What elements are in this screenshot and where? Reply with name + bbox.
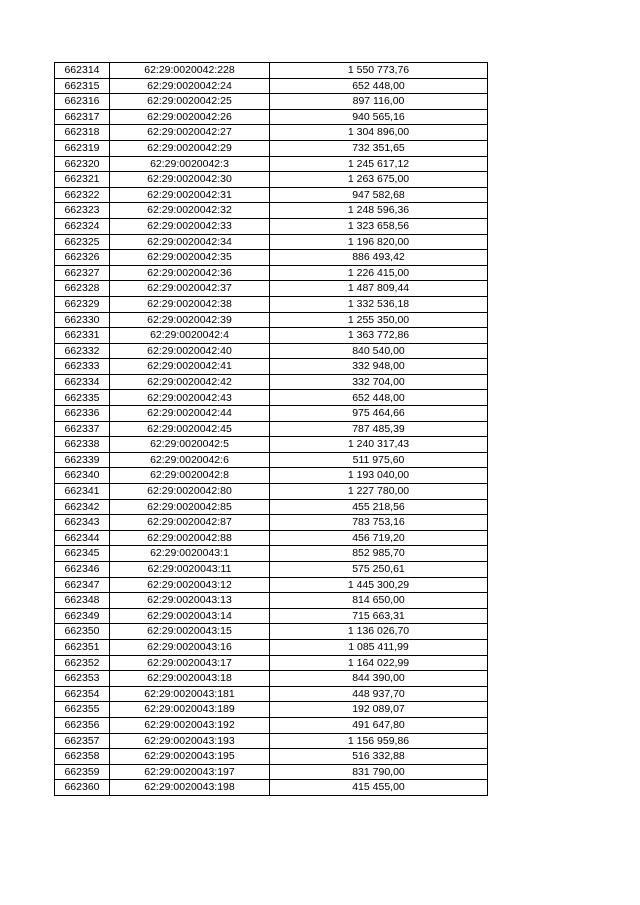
cadastral-value-cell: 455 218,56	[270, 499, 488, 515]
cadastral-number-cell: 62:29:0020042:39	[110, 312, 270, 328]
row-number-cell: 662327	[55, 265, 110, 281]
table-row	[55, 530, 488, 546]
cadastral-number-cell: 62:29:0020043:195	[110, 749, 270, 765]
table-row	[55, 125, 488, 141]
cadastral-number-cell: 62:29:0020043:16	[110, 639, 270, 655]
table-row	[55, 655, 488, 671]
row-number-cell: 662328	[55, 281, 110, 297]
cadastral-value-cell: 1 226 415,00	[270, 265, 488, 281]
cadastral-number-cell: 62:29:0020043:198	[110, 780, 270, 796]
cadastral-number-cell: 62:29:0020042:3	[110, 156, 270, 172]
cadastral-number-cell: 62:29:0020043:193	[110, 733, 270, 749]
cadastral-value-cell: 732 351,65	[270, 140, 488, 156]
row-number-cell: 662347	[55, 577, 110, 593]
cadastral-value-cell: 844 390,00	[270, 671, 488, 687]
cadastral-number-cell: 62:29:0020042:6	[110, 452, 270, 468]
cadastral-value-cell: 1 245 617,12	[270, 156, 488, 172]
cadastral-value-cell: 787 485,39	[270, 421, 488, 437]
cadastral-number-cell: 62:29:0020043:181	[110, 686, 270, 702]
table-row	[55, 686, 488, 702]
cadastral-value-cell: 1 363 772,86	[270, 328, 488, 344]
table-row	[55, 218, 488, 234]
table-row	[55, 328, 488, 344]
table-row	[55, 717, 488, 733]
table-row	[55, 780, 488, 796]
cadastral-value-cell: 652 448,00	[270, 78, 488, 94]
table-row	[55, 250, 488, 266]
cadastral-value-cell: 852 985,70	[270, 546, 488, 562]
row-number-cell: 662344	[55, 530, 110, 546]
table-row	[55, 515, 488, 531]
cadastral-number-cell: 62:29:0020042:29	[110, 140, 270, 156]
row-number-cell: 662331	[55, 328, 110, 344]
row-number-cell: 662321	[55, 172, 110, 188]
table-row	[55, 343, 488, 359]
cadastral-value-cell: 1 263 675,00	[270, 172, 488, 188]
cadastral-value-cell: 1 323 658,56	[270, 218, 488, 234]
cadastral-number-cell: 62:29:0020043:189	[110, 702, 270, 718]
cadastral-value-cell: 1 156 959,86	[270, 733, 488, 749]
row-number-cell: 662338	[55, 437, 110, 453]
cadastral-value-cell: 814 650,00	[270, 593, 488, 609]
cadastral-number-cell: 62:29:0020043:11	[110, 562, 270, 578]
row-number-cell: 662356	[55, 717, 110, 733]
table-row	[55, 203, 488, 219]
table-body	[55, 63, 488, 796]
row-number-cell: 662335	[55, 390, 110, 406]
cadastral-number-cell: 62:29:0020042:42	[110, 374, 270, 390]
table-row	[55, 374, 488, 390]
cadastral-value-cell: 456 719,20	[270, 530, 488, 546]
cadastral-value-cell: 886 493,42	[270, 250, 488, 266]
cadastral-number-cell: 62:29:0020042:4	[110, 328, 270, 344]
cadastral-number-cell: 62:29:0020042:8	[110, 468, 270, 484]
table-row	[55, 109, 488, 125]
cadastral-value-cell: 491 647,80	[270, 717, 488, 733]
row-number-cell: 662354	[55, 686, 110, 702]
cadastral-number-cell: 62:29:0020042:36	[110, 265, 270, 281]
row-number-cell: 662333	[55, 359, 110, 375]
row-number-cell: 662355	[55, 702, 110, 718]
table-row	[55, 281, 488, 297]
cadastral-number-cell: 62:29:0020043:18	[110, 671, 270, 687]
cadastral-value-cell: 448 937,70	[270, 686, 488, 702]
cadastral-number-cell: 62:29:0020042:228	[110, 63, 270, 79]
cadastral-number-cell: 62:29:0020043:192	[110, 717, 270, 733]
cadastral-value-cell: 192 089,07	[270, 702, 488, 718]
cadastral-value-cell: 1 550 773,76	[270, 63, 488, 79]
cadastral-number-cell: 62:29:0020042:34	[110, 234, 270, 250]
cadastral-number-cell: 62:29:0020042:33	[110, 218, 270, 234]
row-number-cell: 662349	[55, 608, 110, 624]
table-row	[55, 546, 488, 562]
cadastral-number-cell: 62:29:0020042:5	[110, 437, 270, 453]
cadastral-number-cell: 62:29:0020042:26	[110, 109, 270, 125]
cadastral-number-cell: 62:29:0020042:38	[110, 296, 270, 312]
table-row	[55, 733, 488, 749]
row-number-cell: 662350	[55, 624, 110, 640]
cadastral-value-cell: 1 136 026,70	[270, 624, 488, 640]
row-number-cell: 662316	[55, 94, 110, 110]
row-number-cell: 662330	[55, 312, 110, 328]
row-number-cell: 662323	[55, 203, 110, 219]
cadastral-number-cell: 62:29:0020042:27	[110, 125, 270, 141]
row-number-cell: 662351	[55, 639, 110, 655]
row-number-cell: 662324	[55, 218, 110, 234]
table-row	[55, 484, 488, 500]
row-number-cell: 662346	[55, 562, 110, 578]
cadastral-value-cell: 1 487 809,44	[270, 281, 488, 297]
table-row	[55, 749, 488, 765]
row-number-cell: 662358	[55, 749, 110, 765]
cadastral-number-cell: 62:29:0020042:40	[110, 343, 270, 359]
cadastral-number-cell: 62:29:0020042:24	[110, 78, 270, 94]
cadastral-value-cell: 975 464,66	[270, 406, 488, 422]
cadastral-number-cell: 62:29:0020043:1	[110, 546, 270, 562]
cadastral-number-cell: 62:29:0020042:44	[110, 406, 270, 422]
row-number-cell: 662317	[55, 109, 110, 125]
table-row	[55, 764, 488, 780]
cadastral-number-cell: 62:29:0020042:43	[110, 390, 270, 406]
table-row	[55, 421, 488, 437]
cadastral-value-cell: 715 663,31	[270, 608, 488, 624]
row-number-cell: 662320	[55, 156, 110, 172]
cadastral-value-cell: 940 565,16	[270, 109, 488, 125]
table-row	[55, 608, 488, 624]
table-row	[55, 499, 488, 515]
cadastral-number-cell: 62:29:0020042:25	[110, 94, 270, 110]
cadastral-number-cell: 62:29:0020042:85	[110, 499, 270, 515]
row-number-cell: 662341	[55, 484, 110, 500]
table-row	[55, 639, 488, 655]
row-number-cell: 662337	[55, 421, 110, 437]
cadastral-value-cell: 1 227 780,00	[270, 484, 488, 500]
table-row	[55, 452, 488, 468]
cadastral-value-cell: 332 704,00	[270, 374, 488, 390]
row-number-cell: 662352	[55, 655, 110, 671]
row-number-cell: 662359	[55, 764, 110, 780]
cadastral-value-cell: 1 304 896,00	[270, 125, 488, 141]
cadastral-number-cell: 62:29:0020042:31	[110, 187, 270, 203]
row-number-cell: 662357	[55, 733, 110, 749]
table-row	[55, 94, 488, 110]
row-number-cell: 662336	[55, 406, 110, 422]
table-row	[55, 156, 488, 172]
cadastral-value-cell: 831 790,00	[270, 764, 488, 780]
cadastral-value-cell: 1 193 040,00	[270, 468, 488, 484]
cadastral-number-cell: 62:29:0020042:41	[110, 359, 270, 375]
table-row	[55, 78, 488, 94]
table-row	[55, 577, 488, 593]
cadastral-value-cell: 783 753,16	[270, 515, 488, 531]
cadastral-number-cell: 62:29:0020042:80	[110, 484, 270, 500]
table-row	[55, 671, 488, 687]
row-number-cell: 662329	[55, 296, 110, 312]
table-row	[55, 312, 488, 328]
table-row	[55, 172, 488, 188]
table-row	[55, 296, 488, 312]
cadastral-number-cell: 62:29:0020043:12	[110, 577, 270, 593]
row-number-cell: 662339	[55, 452, 110, 468]
cadastral-number-cell: 62:29:0020042:37	[110, 281, 270, 297]
cadastral-number-cell: 62:29:0020042:45	[110, 421, 270, 437]
cadastral-number-cell: 62:29:0020043:14	[110, 608, 270, 624]
cadastral-number-cell: 62:29:0020043:13	[110, 593, 270, 609]
table-row	[55, 702, 488, 718]
row-number-cell: 662343	[55, 515, 110, 531]
cadastral-value-cell: 1 240 317,43	[270, 437, 488, 453]
row-number-cell: 662326	[55, 250, 110, 266]
cadastral-value-cell: 840 540,00	[270, 343, 488, 359]
cadastral-value-cell: 947 582,68	[270, 187, 488, 203]
cadastral-number-cell: 62:29:0020043:17	[110, 655, 270, 671]
table-row	[55, 359, 488, 375]
table-row	[55, 593, 488, 609]
cadastral-value-cell: 575 250,61	[270, 562, 488, 578]
cadastral-value-cell: 332 948,00	[270, 359, 488, 375]
row-number-cell: 662314	[55, 63, 110, 79]
cadastral-value-cell: 897 116,00	[270, 94, 488, 110]
table-row	[55, 624, 488, 640]
row-number-cell: 662319	[55, 140, 110, 156]
cadastral-number-cell: 62:29:0020043:197	[110, 764, 270, 780]
row-number-cell: 662353	[55, 671, 110, 687]
row-number-cell: 662342	[55, 499, 110, 515]
row-number-cell: 662325	[55, 234, 110, 250]
cadastral-value-cell: 1 255 350,00	[270, 312, 488, 328]
row-number-cell: 662322	[55, 187, 110, 203]
row-number-cell: 662332	[55, 343, 110, 359]
table-row	[55, 406, 488, 422]
cadastral-value-cell: 415 455,00	[270, 780, 488, 796]
row-number-cell: 662360	[55, 780, 110, 796]
cadastral-value-cell: 1 085 411,99	[270, 639, 488, 655]
table-row	[55, 390, 488, 406]
table-row	[55, 140, 488, 156]
cadastral-number-cell: 62:29:0020043:15	[110, 624, 270, 640]
table-row	[55, 437, 488, 453]
cadastral-number-cell: 62:29:0020042:32	[110, 203, 270, 219]
table-row	[55, 265, 488, 281]
row-number-cell: 662334	[55, 374, 110, 390]
cadastral-value-cell: 511 975,60	[270, 452, 488, 468]
cadastral-value-cell: 516 332,88	[270, 749, 488, 765]
cadastral-number-cell: 62:29:0020042:87	[110, 515, 270, 531]
cadastral-value-cell: 1 164 022,99	[270, 655, 488, 671]
row-number-cell: 662315	[55, 78, 110, 94]
row-number-cell: 662318	[55, 125, 110, 141]
table-row	[55, 234, 488, 250]
cadastral-value-cell: 1 196 820,00	[270, 234, 488, 250]
cadastral-value-cell: 1 248 596,36	[270, 203, 488, 219]
row-number-cell: 662340	[55, 468, 110, 484]
cadastral-value-cell: 1 445 300,29	[270, 577, 488, 593]
cadastral-value-cell: 652 448,00	[270, 390, 488, 406]
cadastral-number-cell: 62:29:0020042:35	[110, 250, 270, 266]
cadastral-number-cell: 62:29:0020042:30	[110, 172, 270, 188]
table-row	[55, 468, 488, 484]
table-row	[55, 187, 488, 203]
table-row	[55, 63, 488, 79]
cadastral-value-table	[54, 62, 488, 796]
cadastral-value-cell: 1 332 536,18	[270, 296, 488, 312]
row-number-cell: 662345	[55, 546, 110, 562]
cadastral-number-cell: 62:29:0020042:88	[110, 530, 270, 546]
row-number-cell: 662348	[55, 593, 110, 609]
table-row	[55, 562, 488, 578]
